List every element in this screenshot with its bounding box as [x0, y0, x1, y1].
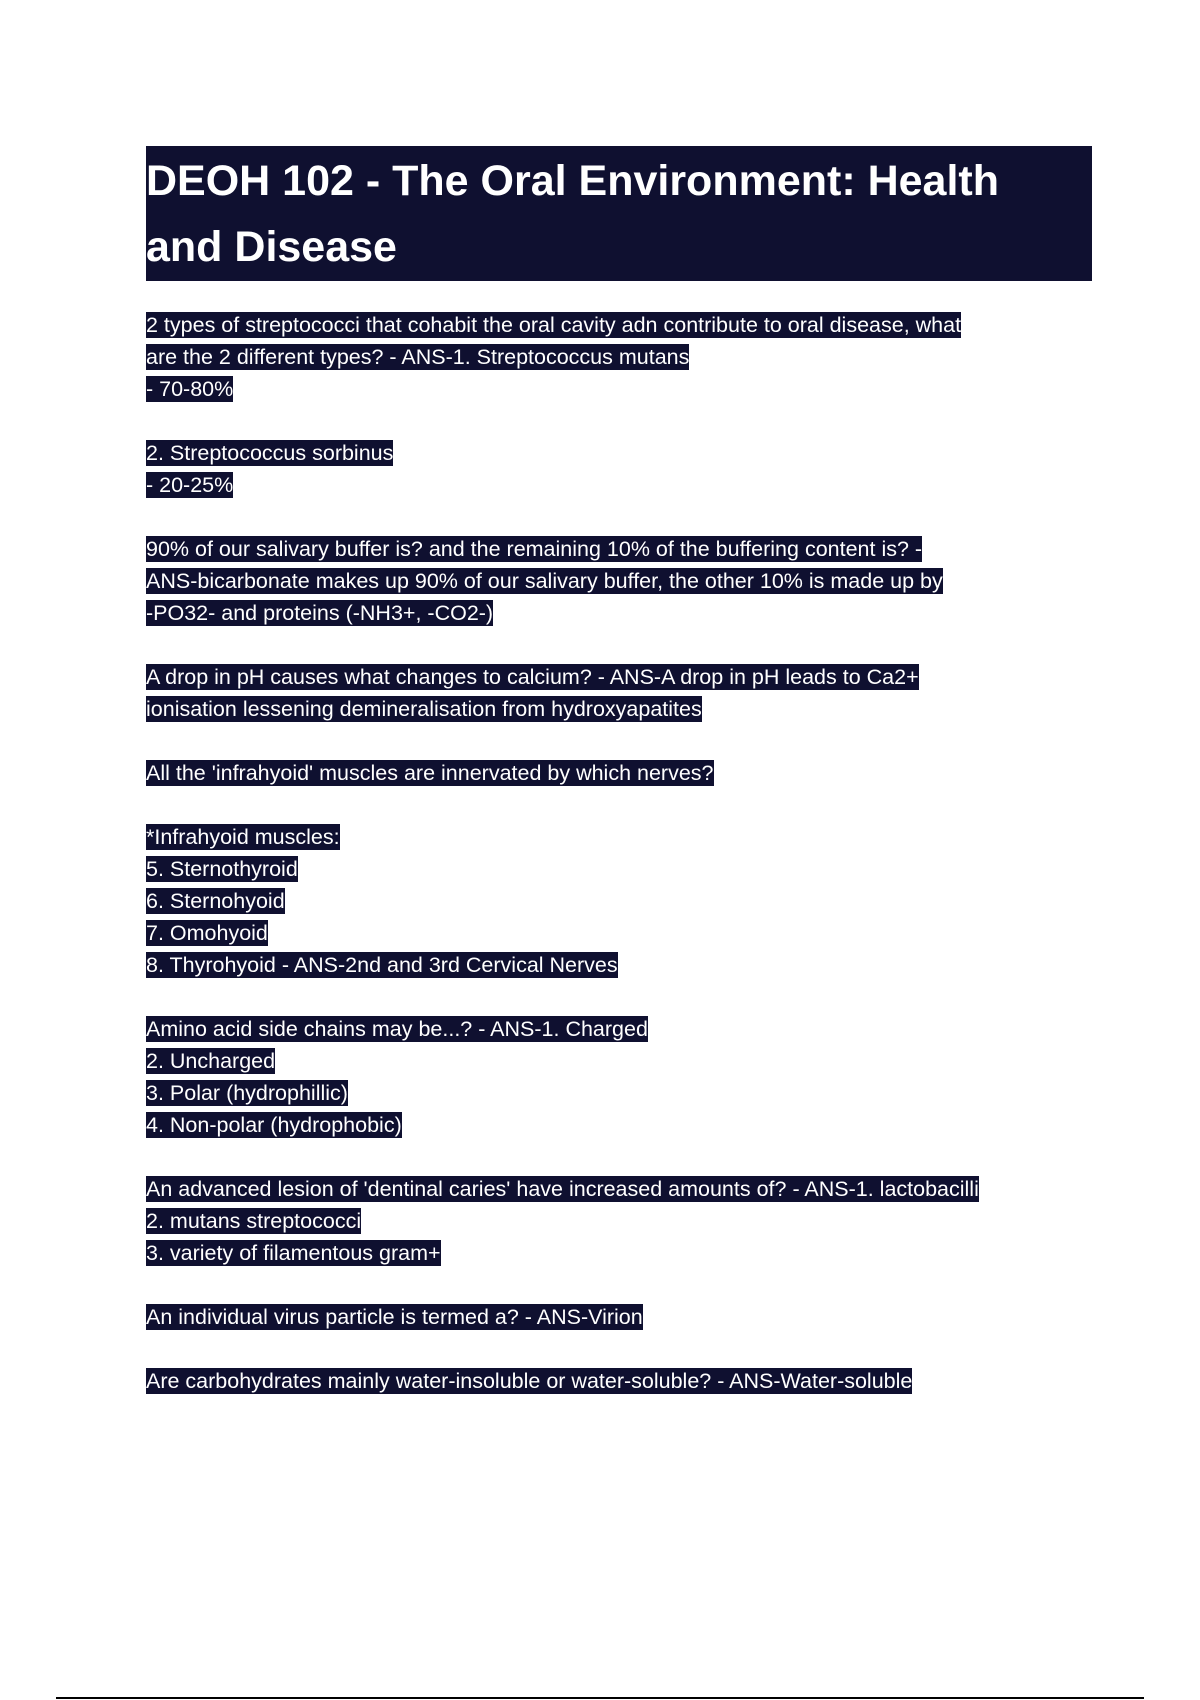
text-line — [146, 341, 1092, 373]
blank-line — [146, 981, 1092, 1013]
text-line — [146, 373, 1092, 405]
text-line — [146, 1173, 1092, 1205]
text-line — [146, 469, 1092, 501]
footer-divider — [56, 1697, 1144, 1699]
highlighted-text: ionisation lessening demineralisation from hydroxyapatites — [146, 697, 702, 721]
highlighted-text: - 70-80% — [146, 377, 234, 401]
title-line-2: and Disease — [146, 223, 397, 271]
flashcard-body — [146, 309, 1092, 1397]
blank-line — [146, 789, 1092, 821]
highlighted-text: 90% of our salivary buffer is? and the remaining 10% of the buffering content is? - — [146, 537, 923, 561]
highlighted-text: ANS-bicarbonate makes up 90% of our salivary buffer, the other 10% is made up by — [146, 569, 943, 593]
highlighted-text: *Infrahyoid muscles: — [146, 825, 340, 849]
highlighted-text: Amino acid side chains may be...? - ANS-1. Charged — [146, 1017, 648, 1041]
text-line — [146, 597, 1092, 629]
highlighted-text: A drop in pH causes what changes to calcium? - ANS-A drop in pH leads to Ca2+ — [146, 665, 919, 689]
text-line — [146, 309, 1092, 341]
text-line — [146, 693, 1092, 725]
text-line — [146, 1013, 1092, 1045]
highlighted-text: 5. Sternothyroid — [146, 857, 298, 881]
highlighted-text: 8. Thyrohyoid - ANS-2nd and 3rd Cervical Nerves — [146, 953, 618, 977]
highlighted-text: 3. variety of filamentous gram+ — [146, 1241, 441, 1265]
text-line — [146, 437, 1092, 469]
text-line — [146, 533, 1092, 565]
highlighted-text: 2 types of streptococci that cohabit the oral cavity adn contribute to oral disease, what — [146, 313, 962, 337]
text-line — [146, 1109, 1092, 1141]
highlighted-text: 2. mutans streptococci — [146, 1209, 362, 1233]
blank-line — [146, 629, 1092, 661]
text-line — [146, 1045, 1092, 1077]
highlighted-text: 6. Sternohyoid — [146, 889, 285, 913]
text-line — [146, 885, 1092, 917]
highlighted-text: 2. Streptococcus sorbinus — [146, 441, 394, 465]
text-line — [146, 1205, 1092, 1237]
highlighted-text: An individual virus particle is termed a? - ANS-Virion — [146, 1305, 643, 1329]
text-line — [146, 757, 1092, 789]
blank-line — [146, 405, 1092, 437]
blank-line — [146, 1269, 1092, 1301]
blank-line — [146, 1333, 1092, 1365]
document-title — [146, 146, 1092, 280]
highlighted-text: All the 'infrahyoid' muscles are innervated by which nerves? — [146, 761, 714, 785]
text-line — [146, 1365, 1092, 1397]
highlighted-text: 2. Uncharged — [146, 1049, 276, 1073]
highlighted-text: -PO32- and proteins (-NH3+, -CO2-) — [146, 601, 494, 625]
highlighted-text: 3. Polar (hydrophillic) — [146, 1081, 348, 1105]
text-line — [146, 1237, 1092, 1269]
text-line — [146, 917, 1092, 949]
text-line — [146, 661, 1092, 693]
text-line — [146, 1301, 1092, 1333]
title-line-1: DEOH 102 - The Oral Environment: Health — [146, 157, 1000, 205]
highlighted-text: 4. Non-polar (hydrophobic) — [146, 1113, 402, 1137]
blank-line — [146, 501, 1092, 533]
text-line — [146, 949, 1092, 981]
highlighted-text: 7. Omohyoid — [146, 921, 268, 945]
text-line — [146, 1077, 1092, 1109]
text-line — [146, 821, 1092, 853]
highlighted-text: are the 2 different types? - ANS-1. Streptococcus mutans — [146, 345, 690, 369]
blank-line — [146, 1141, 1092, 1173]
highlighted-text: Are carbohydrates mainly water-insoluble or water-soluble? - ANS-Water-soluble — [146, 1369, 913, 1393]
text-line — [146, 853, 1092, 885]
text-line — [146, 565, 1092, 597]
blank-line — [146, 725, 1092, 757]
highlighted-text: - 20-25% — [146, 473, 234, 497]
highlighted-text: An advanced lesion of 'dentinal caries' have increased amounts of? - ANS-1. lactobacilli — [146, 1177, 979, 1201]
title-banner — [146, 146, 1092, 281]
